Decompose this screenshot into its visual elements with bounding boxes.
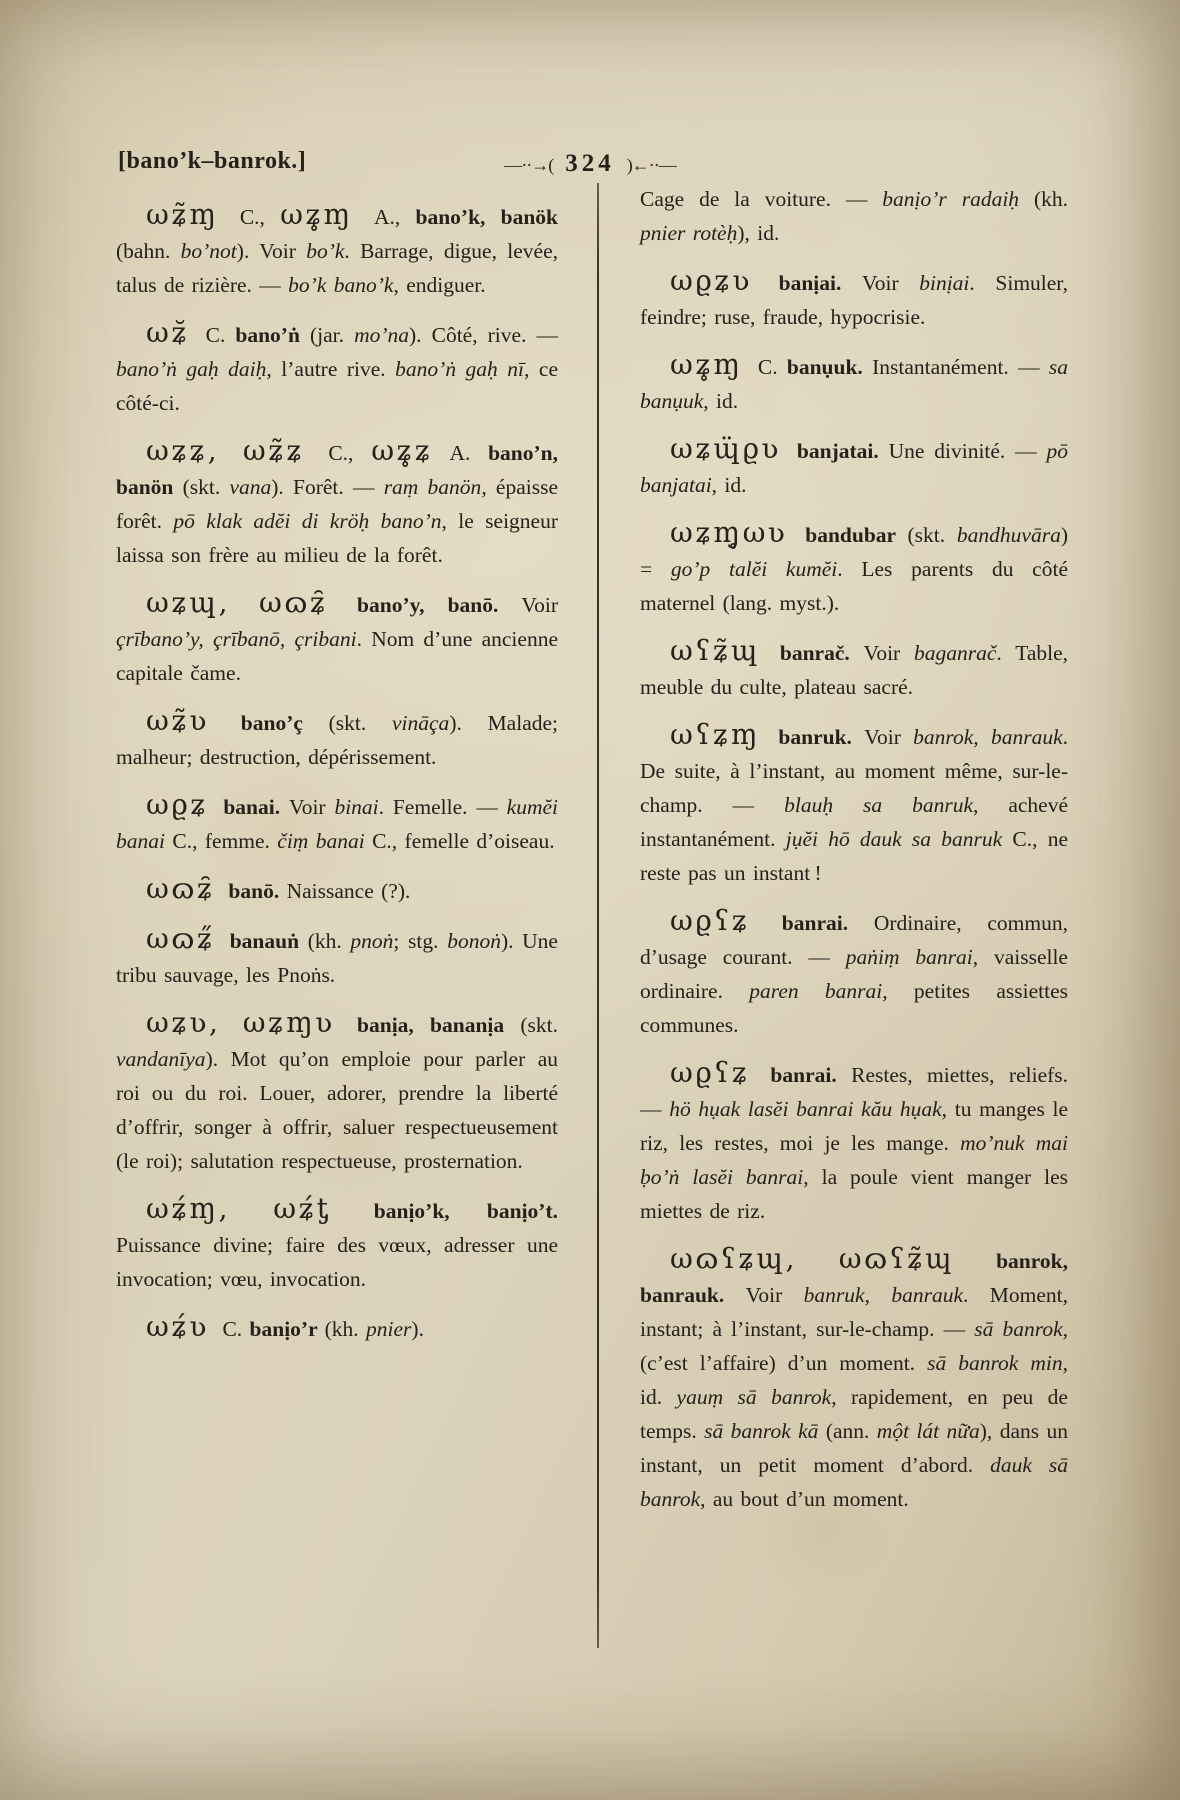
cham-script: ωʑ̆ (146, 316, 206, 349)
example-italic: binịai (919, 271, 970, 295)
cham-script: ωϱʕʑ (670, 904, 782, 937)
definition-text: Ordinaire, commun, d’usage courant. — (640, 911, 1068, 969)
headword: banụuk. (786, 355, 873, 379)
headword: banịa, bananịa (357, 1013, 521, 1037)
definition-text: ), id. (737, 221, 780, 245)
definition-text: C., (328, 441, 372, 465)
headword: banịai. (778, 271, 862, 295)
example-italic: vana (229, 475, 272, 499)
ornament-left: —··→( (504, 155, 554, 175)
definition-text: , id. (711, 473, 747, 497)
definition-text: Une divinité. — (888, 439, 1047, 463)
cham-script: ωɷʑ̑ (146, 872, 229, 905)
example-italic: banruk, banrauk (803, 1283, 964, 1307)
entry-baniok (116, 1194, 558, 1296)
definition-text: ). Mot qu’on emploie pour parler au roi ou du roi. Louer, adorer, prendre la liberté d’offrir, songer à offrir, saluer respectueusement (le roi); salutation respectueuse, prosternation. (116, 1047, 558, 1173)
entry-banon-foret (116, 436, 558, 572)
definition-text: Voir (521, 593, 558, 617)
example-italic: pnoṅ (350, 929, 394, 953)
example-italic: bo’not (180, 239, 237, 263)
headword: banrač. (779, 641, 864, 665)
definition-text: (kh. (307, 929, 351, 953)
definition-text: ). Une tribu sauvage, les Pnoṅs. (116, 929, 558, 987)
cham-script: ωʕʑ̃ɰ (670, 634, 780, 667)
example-italic: pō banjatai (640, 439, 1068, 497)
entry-banok (116, 200, 558, 302)
example-italic: bo’k (306, 239, 345, 263)
entry-banrai-restes (640, 1058, 1068, 1228)
column-divider-rule (597, 183, 599, 1648)
cham-script: ωʑ̥ɱ (280, 198, 374, 231)
definition-text: , endiguer. (393, 273, 486, 297)
headword: banịo’r (249, 1317, 325, 1341)
definition-text: , petites assiettes communes. (640, 979, 1068, 1037)
headword: banruk. (778, 725, 865, 749)
definition-text: (skt. (328, 711, 392, 735)
example-italic: blauḥ sa banruk (784, 793, 973, 817)
cham-script: ωʑ́ɱ, ωʑ́ƫ (146, 1192, 374, 1225)
definition-text: C., ne reste pas un instant ! (640, 827, 1069, 885)
cham-script: ωϱʑʋ (670, 264, 779, 297)
example-italic: kumĕi banai (116, 795, 559, 853)
example-italic: sa banụuk (640, 355, 1068, 413)
definition-text: . Table, meuble du culte, plateau sacré. (640, 641, 1069, 699)
entry-bania (116, 1008, 558, 1178)
definition-text: . Les parents du côté maternel (lang. myst.). (640, 557, 1068, 615)
definition-text: , ce côté-ci. (116, 357, 559, 415)
headword: bano’ṅ (235, 323, 310, 347)
definition-text: ). Voir (236, 239, 307, 263)
definition-text: . Simuler, feindre; ruse, fraude, hypocrisie. (640, 271, 1068, 329)
cham-script: ωʑʑ, ωʑ̃ʑ (146, 434, 329, 467)
headword: bano’y, banō. (357, 593, 522, 617)
example-italic: bano’ṅ gaḥ nī (395, 357, 525, 381)
definition-text: ). Côté, rive. — (409, 323, 558, 347)
entry-range-header: [bano’k–banrok.] (118, 148, 307, 174)
example-italic: vandanīya (116, 1047, 206, 1071)
example-italic: čiṃ banai (277, 829, 365, 853)
definition-text: (skt. (520, 1013, 558, 1037)
cham-script: ωʑɰ̈ϱʋ (670, 432, 797, 465)
definition-text: (kh. (1019, 187, 1068, 211)
example-italic: yauṃ sā banrok (676, 1385, 832, 1409)
example-italic: çrībano’y, çrībanō, çribani (116, 627, 357, 651)
definition-text: C. (757, 355, 787, 379)
ornament-right: )←··— (626, 155, 676, 175)
definition-text: , l’autre rive. (266, 357, 396, 381)
example-italic: bano’ṅ gaḥ daiḥ (116, 357, 267, 381)
example-italic: bo’k bano’k (288, 273, 394, 297)
example-italic: mo’nuk mai ḅo’ṅ lasĕi banrai (640, 1131, 1068, 1189)
entry-banrok (640, 1244, 1068, 1516)
definition-text: . Nom d’une ancienne capitale čame. (116, 627, 558, 685)
example-italic: sā banrok kā (704, 1419, 819, 1443)
definition-text: , tu manges le riz, les restes, moi je les mange. (640, 1097, 1069, 1155)
definition-text: Voir (745, 1283, 804, 1307)
definition-text: Puissance divine; faire des vœux, adresser une invocation; vœu, invocation. (116, 1233, 558, 1291)
definition-text: , achevé instantanément. (640, 793, 1068, 851)
example-italic: bonoṅ (447, 929, 501, 953)
definition-text: (ann. (818, 1419, 877, 1443)
definition-text: C., (239, 205, 281, 229)
definition-text: , le seigneur laissa son frère au milieu de la forêt. (116, 509, 558, 567)
definition-text: . Femelle. — (378, 795, 507, 819)
cham-script: ωʑ́ʋ (146, 1310, 223, 1343)
definition-text: C. (222, 1317, 250, 1341)
definition-text: . De suite, à l’instant, au moment même, sur-le-champ. — (640, 725, 1068, 817)
definition-text: , épaisse forêt. (116, 475, 558, 533)
definition-text: , id. (703, 389, 739, 413)
cham-script: ωʑʋ, ωʑɱʋ (146, 1006, 358, 1039)
headword: bandubar (805, 523, 908, 547)
example-italic: sā banrok min (927, 1351, 1063, 1375)
example-italic: paṅiṃ banrai (845, 945, 973, 969)
definition-text: Cage de la voiture. — (640, 187, 883, 211)
definition-text: Restes, miettes, reliefs. — (640, 1063, 1069, 1121)
example-italic: vināça (392, 711, 450, 735)
headword: banai. (223, 795, 289, 819)
example-italic: mo’na (354, 323, 410, 347)
definition-text: (skt. (907, 523, 957, 547)
entry-banuuk (640, 350, 1068, 418)
cham-script: ωʑ̃ʋ (146, 704, 241, 737)
definition-text: , rapidement, en peu de temps. (640, 1385, 1068, 1443)
definition-text: , vaisselle ordinaire. (640, 945, 1068, 1003)
example-italic: hö hụak lasĕi banrai kău hụak (669, 1097, 942, 1121)
example-italic: baganrač (914, 641, 997, 665)
cham-script: ωϱʑ (146, 788, 224, 821)
cham-script: ωʕʑɱ (670, 718, 779, 751)
definition-text: ; stg. (393, 929, 448, 953)
example-italic: raṃ banön (383, 475, 482, 499)
example-italic: banịo’r radaiḥ (882, 187, 1020, 211)
example-italic: một lát nữa (876, 1419, 980, 1443)
headword: banrai. (770, 1063, 852, 1087)
headword: banō. (228, 879, 287, 903)
example-italic: pnier (366, 1317, 412, 1341)
entry-banoy (116, 588, 558, 690)
definition-text: Instantanément. — (872, 355, 1049, 379)
page-number-header (0, 150, 1180, 178)
example-italic: pnier rotèḥ (640, 221, 738, 245)
example-italic: go’p talĕi kumĕi (670, 557, 838, 581)
headword: banrok, banrauk. (640, 1249, 1068, 1307)
cham-script: ωϱʕʑ (670, 1056, 771, 1089)
definition-text: C., femme. (164, 829, 278, 853)
example-italic: paren banrai (749, 979, 883, 1003)
definition-text: . Barrage, digue, levée, talus de rizière. — (116, 239, 558, 297)
definition-text: (bahn. (116, 239, 181, 263)
cham-script: ωɷʕʑɰ, ωɷʕʑ̃ɰ (670, 1242, 997, 1275)
headword: bano’ç (240, 711, 329, 735)
headword: bano’n, banön (116, 441, 559, 499)
definition-text: Naissance (?). (286, 879, 411, 903)
entry-banjatai (640, 434, 1068, 502)
entry-banoc (116, 706, 558, 774)
example-italic: pō klak adĕi di kröḥ bano’n (173, 509, 442, 533)
cham-script: ωʑ̥ʑ (371, 434, 433, 467)
entry-banior (116, 1312, 558, 1346)
definition-text: (jar. (309, 323, 355, 347)
entry-banruk (640, 720, 1068, 890)
definition-text: (skt. (182, 475, 230, 499)
definition-text: ). Forêt. — (271, 475, 384, 499)
definition-text: , au bout d’un moment. (700, 1487, 909, 1511)
headword: banauṅ (229, 929, 308, 953)
entry-bano (116, 874, 558, 908)
cham-script: ωʑ̃ɱ (146, 198, 240, 231)
entry-banon-cote (116, 318, 558, 420)
headword: bano’k, banök (415, 205, 559, 229)
left-column (116, 200, 558, 1362)
definition-text: C., femelle d’oiseau. (364, 829, 555, 853)
headword: banịo’k, banịo’t. (373, 1199, 558, 1223)
entry-baniai (640, 266, 1068, 334)
definition-text: . Moment, instant; à l’instant, sur-le-champ. — (640, 1283, 1069, 1341)
definition-text: , id. (640, 1351, 1068, 1409)
cham-script: ωʑɰ, ωɷʑ̑ (146, 586, 358, 619)
example-italic: jụĕi hō dauk sa banruk (785, 827, 1003, 851)
entry-banrac (640, 636, 1068, 704)
headword: banjatai. (796, 439, 889, 463)
definition-text: ). (411, 1317, 424, 1341)
definition-text: ), dans un instant, un petit moment d’abord. (640, 1419, 1068, 1477)
definition-text: (kh. (324, 1317, 367, 1341)
right-column (640, 182, 1068, 1532)
example-italic: bandhuvāra (956, 523, 1061, 547)
definition-text: Voir (863, 641, 914, 665)
example-italic: sā banrok (974, 1317, 1063, 1341)
entry-bandubar (640, 518, 1068, 620)
definition-text: A. (432, 441, 489, 465)
cham-script: ωʑ̥ɱ (670, 348, 758, 381)
definition-text: Voir (861, 271, 920, 295)
definition-text: A., (373, 205, 416, 229)
headword: banrai. (781, 911, 874, 935)
cham-script: ωʑɱ̥ωʋ (670, 516, 806, 549)
definition-text: Voir (288, 795, 335, 819)
definition-text: C. (205, 323, 236, 347)
example-italic: banrok, banrauk (913, 725, 1063, 749)
definition-text: , (c’est l’affaire) d’un moment. (640, 1317, 1068, 1375)
entry-banai (116, 790, 558, 858)
definition-text: Voir (864, 725, 914, 749)
definition-text: ) = (640, 523, 1068, 581)
definition-text: , la poule vient manger les miettes de riz. (640, 1165, 1069, 1223)
page-number: 324 (565, 150, 615, 177)
example-italic: dauk sā banrok (640, 1453, 1068, 1511)
cham-script: ωɷʑ̋ (146, 922, 230, 955)
definition-text: ). Malade; malheur; destruction, dépérissement. (116, 711, 559, 769)
entry-banior-continuation (640, 182, 1068, 250)
entry-banrai-ordinaire (640, 906, 1068, 1042)
example-italic: binai (334, 795, 379, 819)
entry-banaun (116, 924, 558, 992)
